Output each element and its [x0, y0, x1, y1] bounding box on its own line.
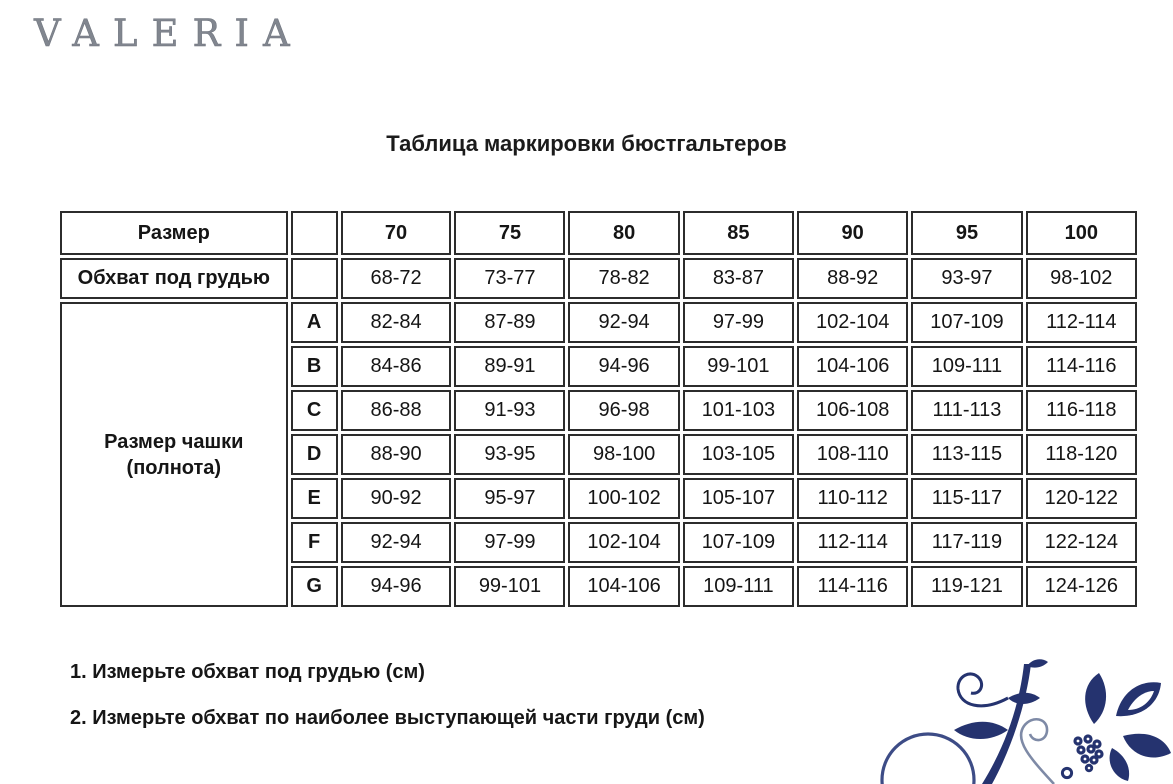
table-cell: 93-95 [454, 434, 565, 475]
table-cell: 84-86 [341, 346, 452, 387]
table-cell: 92-94 [341, 522, 452, 563]
size-header-cell: 95 [911, 211, 1022, 255]
table-cell: 101-103 [683, 390, 794, 431]
table-cell: 114-116 [1026, 346, 1137, 387]
table-cell: 90-92 [341, 478, 452, 519]
table-cell: 103-105 [683, 434, 794, 475]
table-cell: 109-111 [683, 566, 794, 607]
table-cell: 106-108 [797, 390, 908, 431]
table-cell: 88-92 [797, 258, 908, 299]
table-cell: 110-112 [797, 478, 908, 519]
table-cell: 118-120 [1026, 434, 1137, 475]
measurement-instructions [70, 661, 705, 753]
table-cell: 113-115 [911, 434, 1022, 475]
underbust-empty-cell [291, 258, 338, 299]
table-cell: 68-72 [341, 258, 452, 299]
table-cell: 94-96 [341, 566, 452, 607]
size-header-cell: 100 [1026, 211, 1137, 255]
size-header-cell: 75 [454, 211, 565, 255]
table-cell: 117-119 [911, 522, 1022, 563]
table-cell: 115-117 [911, 478, 1022, 519]
table-cell: 112-114 [797, 522, 908, 563]
page-title: Таблица маркировки бюстгальтеров [386, 131, 787, 156]
table-cell: 122-124 [1026, 522, 1137, 563]
table-cell: 86-88 [341, 390, 452, 431]
instruction-step-1: 1. Измерьте обхват под грудью (см) [70, 661, 425, 683]
table-cell: 88-90 [341, 434, 452, 475]
table-cell: 102-104 [568, 522, 679, 563]
table-cell: 107-109 [911, 302, 1022, 343]
underbust-row-label: Обхват под грудью [60, 258, 288, 299]
cup-letter-cell: A [291, 302, 338, 343]
cup-section-label [60, 302, 288, 607]
table-row-cup-a [60, 302, 1137, 343]
table-cell: 119-121 [911, 566, 1022, 607]
table-cell: 97-99 [683, 302, 794, 343]
size-header-cell: 80 [568, 211, 679, 255]
table-cell: 97-99 [454, 522, 565, 563]
cup-letter-cell: C [291, 390, 338, 431]
cup-letter-cell: E [291, 478, 338, 519]
table-cell: 96-98 [568, 390, 679, 431]
table-cell: 100-102 [568, 478, 679, 519]
table-cell: 116-118 [1026, 390, 1137, 431]
table-cell: 91-93 [454, 390, 565, 431]
table-cell: 120-122 [1026, 478, 1137, 519]
cup-letter-cell: F [291, 522, 338, 563]
table-cell: 105-107 [683, 478, 794, 519]
size-row-label: Размер [60, 211, 288, 255]
table-cell: 78-82 [568, 258, 679, 299]
table-cell: 109-111 [911, 346, 1022, 387]
table-cell: 112-114 [1026, 302, 1137, 343]
cup-letter-cell: B [291, 346, 338, 387]
table-cell: 89-91 [454, 346, 565, 387]
size-header-cell: 85 [683, 211, 794, 255]
corner-empty-cell [291, 211, 338, 255]
table-cell: 93-97 [911, 258, 1022, 299]
table-cell: 98-100 [568, 434, 679, 475]
table-cell: 104-106 [797, 346, 908, 387]
bra-size-table [57, 208, 1140, 610]
size-header-cell: 90 [797, 211, 908, 255]
table-cell: 111-113 [911, 390, 1022, 431]
table-cell: 99-101 [454, 566, 565, 607]
table-cell: 87-89 [454, 302, 565, 343]
table-cell: 73-77 [454, 258, 565, 299]
floral-flourish-icon [878, 656, 1173, 784]
table-cell: 108-110 [797, 434, 908, 475]
table-cell: 92-94 [568, 302, 679, 343]
table-cell: 98-102 [1026, 258, 1137, 299]
table-cell: 82-84 [341, 302, 452, 343]
size-header-cell: 70 [341, 211, 452, 255]
cup-letter-cell: G [291, 566, 338, 607]
table-cell: 83-87 [683, 258, 794, 299]
cup-letter-cell: D [291, 434, 338, 475]
table-cell: 94-96 [568, 346, 679, 387]
cup-section-label-line1: Размер чашки [104, 430, 244, 453]
brand-logo: VALERIA [34, 12, 304, 55]
table-cell: 124-126 [1026, 566, 1137, 607]
table-cell: 114-116 [797, 566, 908, 607]
cup-section-label-line2: (полнота) [126, 456, 222, 479]
table-cell: 104-106 [568, 566, 679, 607]
instruction-step-2: 2. Измерьте обхват по наиболее выступающей части груди (см) [70, 707, 705, 729]
table-cell: 95-97 [454, 478, 565, 519]
table-cell: 107-109 [683, 522, 794, 563]
table-cell: 99-101 [683, 346, 794, 387]
table-row-underbust [60, 258, 1137, 299]
table-row-sizes [60, 211, 1137, 255]
table-cell: 102-104 [797, 302, 908, 343]
